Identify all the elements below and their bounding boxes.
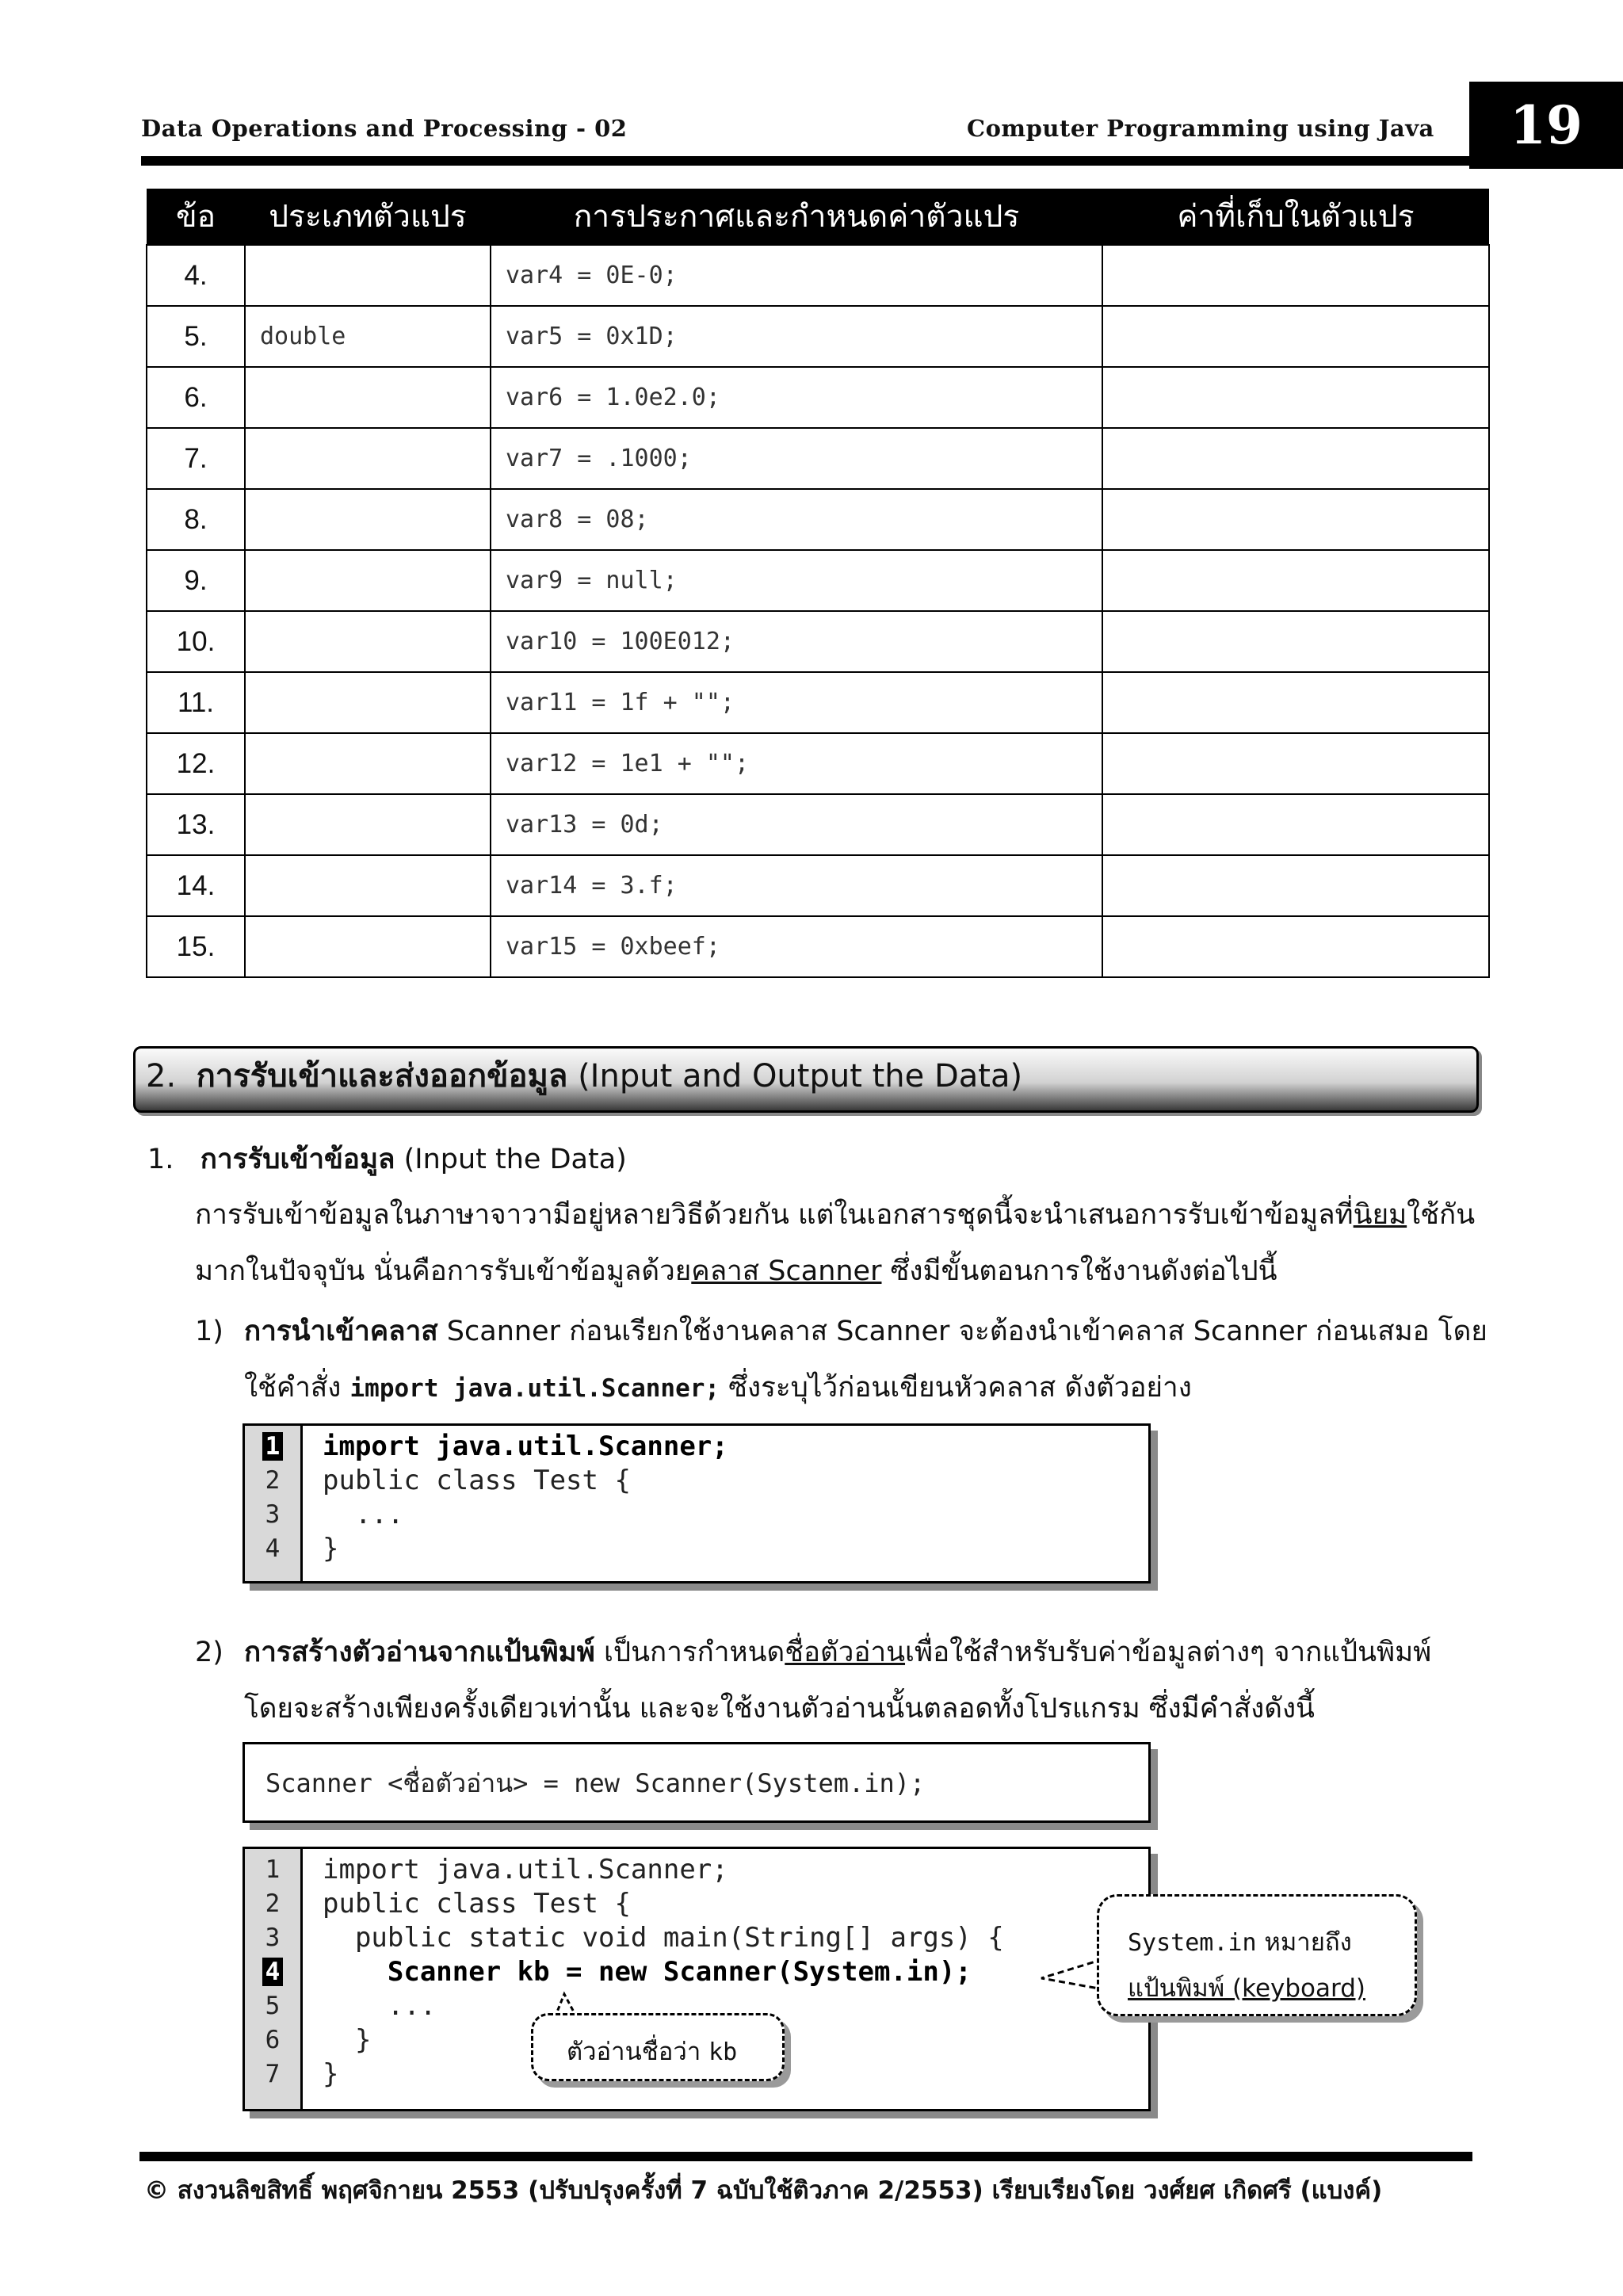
table-row [147, 794, 1489, 855]
line-number: 3 [265, 1500, 281, 1529]
table-row [147, 245, 1489, 306]
row-type [245, 489, 491, 550]
line-number: 5 [265, 1992, 281, 2020]
intro-text: มากในปัจจุบัน นั่นคือการรับเข้าข้อมูลด้วย [195, 1255, 692, 1287]
row-number: 15. [147, 916, 245, 977]
row-value [1102, 245, 1489, 306]
code-line: import java.util.Scanner; [323, 1431, 728, 1462]
subsection-title-en: (Input the Data) [403, 1144, 627, 1175]
table-row [147, 855, 1489, 916]
row-value [1102, 428, 1489, 489]
row-value [1102, 794, 1489, 855]
scanner-class-term: คลาส Scanner [691, 1255, 882, 1287]
line-number: 4 [265, 1534, 281, 1563]
header-rule [141, 156, 1472, 166]
callout-line-2: แป้นพิมพ์ (keyboard) [1128, 1974, 1365, 2003]
intro-underline: นิยม [1353, 1199, 1407, 1231]
step2-text: เพื่อใช้สำหรับรับค่าข้อมูลต่างๆ จากแป้นพิมพ์ [905, 1637, 1432, 1668]
table-row [147, 672, 1489, 733]
row-declaration: var14 = 3.f; [491, 855, 1102, 916]
step1-text: Scanner ก่อนเรียกใช้งานคลาส Scanner จะต้องนำเข้าคลาส Scanner ก่อนเสมอ โดย [437, 1316, 1487, 1347]
table-row [147, 428, 1489, 489]
row-type [245, 428, 491, 489]
subsection-heading [147, 1144, 627, 1175]
row-type [245, 672, 491, 733]
row-declaration: var5 = 0x1D; [491, 306, 1102, 367]
intro-line-1 [195, 1199, 1475, 1231]
step1-line-1 [244, 1316, 1487, 1347]
code-line: ... [323, 1499, 404, 1530]
col-header-type: ประเภทตัวแปร [245, 189, 491, 245]
line-number: 2 [265, 1466, 281, 1495]
subsection-number: 1. [147, 1144, 174, 1175]
footer-rule [139, 2152, 1472, 2161]
row-type [245, 733, 491, 794]
row-value [1102, 611, 1489, 672]
footer-copyright: © สงวนลิขสิทธิ์ พฤศจิกายน 2553 (ปรับปรุงครั้งที่ 7 ฉบับใช้ติวภาค 2/2553) เรียบเรียงโดย วงศ์ยศ เกิดศรี (แบงค์) [144, 2176, 1383, 2205]
variable-table [146, 189, 1490, 978]
table-row [147, 367, 1489, 428]
row-value [1102, 855, 1489, 916]
step1-title: การนำเข้าคลาส [244, 1316, 438, 1347]
subsection-title-th: การรับเข้าข้อมูล [200, 1144, 395, 1175]
line-number: 6 [265, 2026, 281, 2054]
header-left-title: Data Operations and Processing - 02 [141, 115, 628, 142]
step2-number: 2) [195, 1637, 223, 1668]
line-number: 3 [265, 1924, 281, 1952]
section-title-th: การรับเข้าและส่งออกข้อมูล [196, 1058, 568, 1095]
row-type [245, 550, 491, 611]
code-line: public class Test { [323, 1888, 631, 1920]
row-value [1102, 306, 1489, 367]
syntax-box [242, 1742, 1151, 1823]
intro-text: ใช้กัน [1407, 1199, 1476, 1231]
row-type [245, 855, 491, 916]
col-header-declaration: การประกาศและกำหนดค่าตัวแปร [491, 189, 1102, 245]
code-line: Scanner kb = new Scanner(System.in); [323, 1956, 972, 1988]
row-declaration: var12 = 1e1 + ""; [491, 733, 1102, 794]
row-value [1102, 489, 1489, 550]
row-number: 11. [147, 672, 245, 733]
row-declaration: var4 = 0E-0; [491, 245, 1102, 306]
step1-text: ซึ่งระบุไว้ก่อนเขียนหัวคลาส ดังตัวอย่าง [720, 1372, 1192, 1404]
header-right-title: Computer Programming using Java [967, 115, 1434, 142]
code-example-1 [242, 1423, 1151, 1584]
table-row [147, 916, 1489, 977]
row-declaration: var10 = 100E012; [491, 611, 1102, 672]
intro-text: ซึ่งมีขั้นตอนการใช้งานดังต่อไปนี้ [881, 1255, 1277, 1287]
line-number: 1 [265, 1855, 281, 1884]
row-value [1102, 733, 1489, 794]
section-title [146, 1050, 1022, 1102]
step1-number: 1) [195, 1316, 223, 1347]
line-number: 2 [265, 1889, 281, 1918]
code-line: } [323, 1533, 339, 1564]
table-row [147, 733, 1489, 794]
code-line: public static void main(String[] args) { [323, 1922, 1004, 1954]
row-declaration: var6 = 1.0e2.0; [491, 367, 1102, 428]
line-number-highlighted: 1 [245, 1432, 300, 1461]
row-value [1102, 367, 1489, 428]
row-number: 4. [147, 245, 245, 306]
row-number: 9. [147, 550, 245, 611]
section-number: 2. [146, 1058, 177, 1095]
step2-line-2: โดยจะสร้างเพียงครั้งเดียวเท่านั้น และจะใช้งานตัวอ่านนั้นตลอดทั้งโปรแกรม ซึ่งมีคำสั่งดังนี้ [244, 1693, 1315, 1725]
row-declaration: var8 = 08; [491, 489, 1102, 550]
line-number-highlighted: 4 [245, 1958, 300, 1986]
callout-line-1 [1128, 1922, 1352, 1962]
row-type: double [245, 306, 491, 367]
row-declaration: var13 = 0d; [491, 794, 1102, 855]
import-statement-code: import java.util.Scanner; [349, 1374, 720, 1403]
callout-text [567, 2031, 737, 2071]
row-value [1102, 550, 1489, 611]
section-title-en: (Input and Output the Data) [578, 1058, 1023, 1095]
col-header-value: ค่าที่เก็บในตัวแปร [1102, 189, 1489, 245]
code-line: ... [323, 1990, 437, 2022]
page-number: 19 [1469, 82, 1623, 169]
row-number: 5. [147, 306, 245, 367]
intro-text: การรับเข้าข้อมูลในภาษาจาวามีอยู่หลายวิธีด้วยกัน แต่ในเอกสารชุดนี้จะนำเสนอการรับเข้าข้อมูลที่ [195, 1199, 1354, 1231]
table-header-row [147, 189, 1489, 245]
row-declaration: var11 = 1f + ""; [491, 672, 1102, 733]
row-number: 12. [147, 733, 245, 794]
reader-text: ตัวอ่านชื่อว่า [567, 2038, 709, 2066]
step2-line-1 [244, 1637, 1431, 1668]
row-type [245, 245, 491, 306]
table-row [147, 550, 1489, 611]
col-header-no: ข้อ [147, 189, 245, 245]
step1-line-2 [244, 1372, 1192, 1404]
table-row [147, 611, 1489, 672]
row-value [1102, 672, 1489, 733]
code-line: } [323, 2024, 372, 2056]
row-number: 10. [147, 611, 245, 672]
line-number: 7 [265, 2060, 281, 2088]
callout-text: หมายถึง [1256, 1928, 1352, 1957]
system-in-callout [1097, 1894, 1417, 2016]
scanner-syntax: Scanner <ชื่อตัวอ่าน> = new Scanner(System.in); [265, 1768, 926, 1798]
row-number: 8. [147, 489, 245, 550]
row-declaration: var9 = null; [491, 550, 1102, 611]
row-declaration: var7 = .1000; [491, 428, 1102, 489]
row-type [245, 794, 491, 855]
reader-name-callout [531, 2013, 785, 2081]
reader-name-term: ชื่อตัวอ่าน [785, 1637, 906, 1668]
code-line: } [323, 2058, 339, 2090]
table-row [147, 306, 1489, 367]
system-in-code: System.in [1128, 1929, 1257, 1957]
step2-text: เป็นการกำหนด [594, 1637, 785, 1668]
row-number: 7. [147, 428, 245, 489]
row-type [245, 611, 491, 672]
step1-text: ใช้คำสั่ง [244, 1372, 350, 1404]
code-line: import java.util.Scanner; [323, 1854, 728, 1885]
code-line: public class Test { [323, 1465, 631, 1496]
reader-code: kb [708, 2038, 738, 2066]
step2-title: การสร้างตัวอ่านจากแป้นพิมพ์ [244, 1637, 595, 1668]
intro-line-2 [195, 1255, 1277, 1287]
row-number: 6. [147, 367, 245, 428]
row-number: 14. [147, 855, 245, 916]
row-declaration: var15 = 0xbeef; [491, 916, 1102, 977]
row-number: 13. [147, 794, 245, 855]
row-value [1102, 916, 1489, 977]
row-type [245, 367, 491, 428]
row-type [245, 916, 491, 977]
table-row [147, 489, 1489, 550]
